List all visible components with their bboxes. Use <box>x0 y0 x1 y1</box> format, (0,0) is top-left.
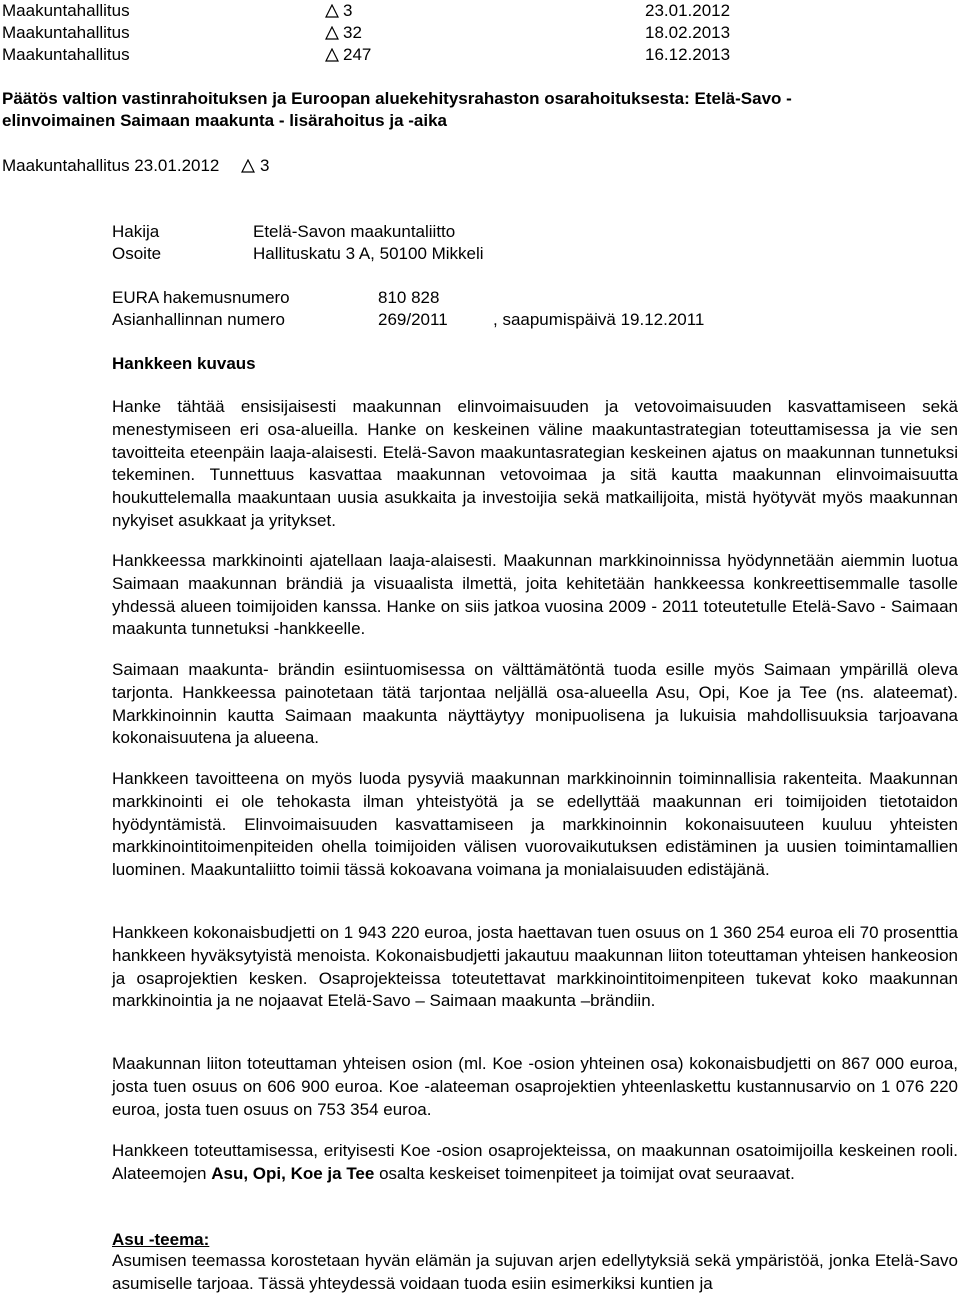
paragraph-3: Saimaan maakunta- brändin esiintuomisessa on välttämätöntä tuoda esille myös Saimaan ympärillä oleva tarjonta. Hankkeessa painotetaan tätä tarjontaa neljällä osa-alueella Asu, Opi, Koe ja Tee (ns. alateemat). Markkinoinnin kautta Saimaan maakunta näyttäytyy monipuolisena ja lukuisia mahdollisuuksia tarjoavana kokonaisuutena ja alueena. <box>112 660 958 748</box>
decision-title-line-2: elinvoimainen Saimaan maakunta - lisärahoitus ja -aika <box>2 111 447 130</box>
ref-date-2: 18.02.2013 <box>645 23 731 42</box>
case-number-value: 269/2011 <box>378 310 448 329</box>
case-number-label: Asianhallinnan numero <box>112 310 285 329</box>
document-symbol-icon <box>325 26 339 40</box>
received-date: , saapumispäivä 19.12.2011 <box>493 310 705 329</box>
ref-num-3: 247 <box>343 45 372 64</box>
eura-value: 810 828 <box>378 288 440 307</box>
ref-date-1: 23.01.2012 <box>645 1 731 20</box>
paragraph-7-text-start: Hankkeen toteuttamisessa, erityisesti Koe -osion osaprojekteissa, on maakunnan osatoimijoilla keskeinen rooli. Alateemojen <box>112 1141 958 1183</box>
ref-body-3: Maakuntahallitus <box>2 45 130 64</box>
address-label: Osoite <box>112 244 162 263</box>
paragraph-5: Hankkeen kokonaisbudjetti on 1 943 220 euroa, josta haettavan tuen osuus on 1 360 254 euroa eli 70 prosenttia hankkeen hyväksytyistä menoista. Kokonaisbudjetti jakautuu maakunnan liiton toteuttaman yhteisen hankeosion ja osaprojektien kesken. Osaprojekteissa toteutettavat markkinointitoimenpiteen tukevat koko maakunnan markkinointia ja ne nojaavat Etelä-Savo – Saimaan maakunta –brändiin. <box>112 923 958 1011</box>
document-symbol-icon <box>325 4 339 18</box>
decision-title-line-1: Päätös valtion vastinrahoituksen ja Euroopan aluekehitysrahaston osarahoituksesta: Etelä-Savo - <box>2 89 792 108</box>
asu-theme-text: Asumisen teemassa korostetaan hyvän elämän ja sujuvan arjen edellytyksiä sekä ympäristöä, jonka Etelä-Savo asumiselle tarjoaa. Tässä yhteydessä voidaan tuoda esiin esimerkiksi kuntien ja <box>112 1251 958 1293</box>
eura-label: EURA hakemusnumero <box>112 288 290 307</box>
paragraph-6: Maakunnan liiton toteuttaman yhteisen osion (ml. Koe -osion yhteinen osa) kokonaisbudjetti on 867 000 euroa, josta tuen osuus on 606 900 euroa. Koe -alateeman osaprojektien yhteenlaskettu kustannusarvio on 1 076 220 euroa, josta tuen osuus on 753 354 euroa. <box>112 1054 958 1119</box>
ref-body-2: Maakuntahallitus <box>2 23 130 42</box>
applicant-value: Etelä-Savon maakuntaliitto <box>253 222 456 241</box>
asu-theme-heading: Asu -teema: <box>112 1230 210 1249</box>
meeting-section-number: 3 <box>260 156 270 175</box>
document-symbol-icon <box>325 48 339 62</box>
ref-num-2: 32 <box>343 23 362 42</box>
document-symbol-icon <box>241 159 255 173</box>
paragraph-2: Hankkeessa markkinointi ajatellaan laaja-alaisesti. Maakunnan markkinoinnissa hyödynnetään aiemmin luotua Saimaan maakunnan brändiä ja visuaalista ilmettä, joita kehitetään hankkeessa konkreettisemmalle tasolle yhdessä alueen toimijoiden kanssa. Hanke on siis jatkoa vuosina 2009 - 2011 toteutetulle Etelä-Savo - Saimaan maakunta tunnetuksi -hankkeelle. <box>112 551 958 639</box>
ref-date-3: 16.12.2013 <box>645 45 731 64</box>
paragraph-7-themes: Asu, Opi, Koe ja Tee <box>211 1163 375 1183</box>
paragraph-7 <box>112 1140 958 1186</box>
applicant-label: Hakija <box>112 222 160 241</box>
paragraph-1: Hanke tähtää ensisijaisesti maakunnan elinvoimaisuuden ja vetovoimaisuuden kasvattamiseen sekä menestymiseen eri osa-alueilla. Hanke on keskeinen väline maakuntastrategian toteuttamisessa ja vie sen tavoitteita eteenpäin laaja-alaisesti. Etelä-Savon maakuntasrategian keskeinen ajatus on maakunnan tunnetuksi tekeminen. Tunnettuus kasvattaa maakunnan vetovoimaa ja sitä kautta maakunnan elinvoimaisuutta houkuttelemalla maakuntaan uusia asukkaita ja investoijia sekä matkailijoita, mistä hyötyvät myös maakunnan nykyiset asukkaat ja yritykset. <box>112 397 958 530</box>
meeting-reference: Maakuntahallitus 23.01.2012 <box>2 156 220 175</box>
paragraph-4: Hankkeen tavoitteena on myös luoda pysyviä maakunnan markkinoinnin toiminnallisia rakenteita. Maakunnan markkinointi ei ole tehokasta ilman yhteistyötä ja se edellyttää maakunnan eri toimijoiden tietotaidon hyödyntämistä. Elinvoimaisuuden kasvattamiseen ja markkinoinnin kokonaisuuteen kuuluu yhteisten markkinointitoimenpiteiden ohella toimijoiden välisen vuorovaikutuksen edistäminen ja uusien toimintamallien luominen. Maakuntaliitto toimii tässä kokoavana voimana ja monialaisuuden edistäjänä. <box>112 769 958 880</box>
ref-num-1: 3 <box>343 1 353 20</box>
paragraph-7-text-end: osalta keskeiset toimenpiteet ja toimijat ovat seuraavat. <box>374 1163 795 1183</box>
ref-body-1: Maakuntahallitus <box>2 1 130 20</box>
address-value: Hallituskatu 3 A, 50100 Mikkeli <box>253 244 484 263</box>
section-heading: Hankkeen kuvaus <box>112 354 256 373</box>
